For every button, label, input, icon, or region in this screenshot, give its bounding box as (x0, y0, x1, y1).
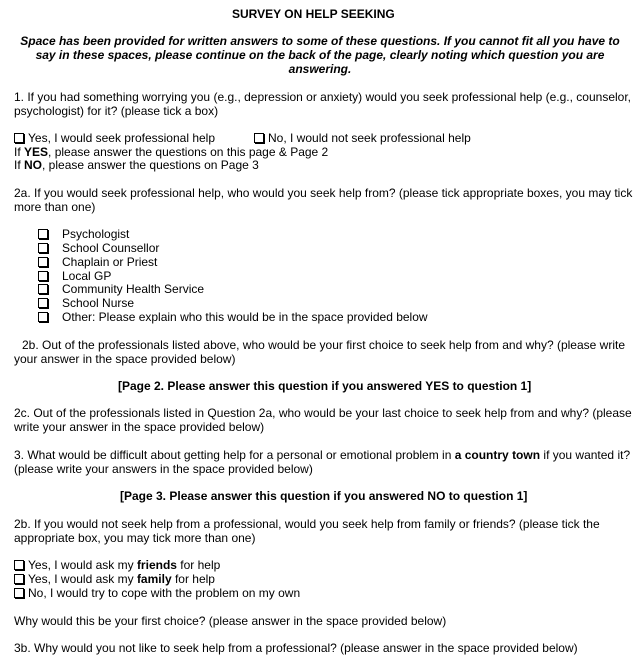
checkbox-icon[interactable] (38, 229, 48, 239)
question-1-text: 1. If you had something worrying you (e.g., depression or anxiety) would you seek professional help (e.g., counselor, psychologist) for it? (please tick a box) (14, 90, 632, 118)
question-2b-text: 2b. Out of the professionals listed above, who would be your first choice to seek help from and why? (please write your answer in the space provided below) (14, 338, 625, 366)
checkbox-icon[interactable] (14, 574, 24, 584)
page-2-header: [Page 2. Please answer this question if you answered YES to question 1] (118, 379, 532, 393)
q1-if-no-instruction: If NO, please answer the questions on Page 3 (14, 158, 259, 172)
q2a-option-psychologist: Psychologist (62, 227, 130, 241)
question-2c-text: 2c. Out of the professionals listed in Question 2a, who would be your last choice to seek help from and why? (please write your answer in the space provided below) (14, 406, 632, 434)
checkbox-icon[interactable] (38, 243, 48, 253)
if-yes-keyword: YES (24, 145, 49, 159)
checkbox-icon[interactable] (38, 312, 48, 322)
q2a-option-local-gp: Local GP (62, 269, 112, 283)
p3-option-family[interactable]: Yes, I would ask my family for help (14, 572, 215, 586)
checkbox-icon[interactable] (38, 284, 48, 294)
page-3-header: [Page 3. Please answer this question if you answered NO to question 1] (120, 489, 528, 503)
q2a-option-community-health: Community Health Service (62, 282, 205, 296)
question-3-text: 3. What would be difficult about getting help for a personal or emotional problem in a country town if you wanted it? (please write your answers in the space provided below) (14, 448, 631, 476)
checkbox-icon[interactable] (14, 588, 24, 598)
q1-if-yes-instruction: If YES, please answer the questions on this page & Page 2 (14, 145, 329, 159)
checkbox-icon[interactable] (38, 271, 48, 281)
intro-instructions: Space has been provided for written answers to some of these questions. If you cannot fit all you have to say in these spaces, please continue on the back of the page, clearly noting which question you are answering. (20, 34, 620, 76)
question-2a-text: 2a. If you would seek professional help, who would you seek help from? (please tick appropriate boxes, you may tick more than one) (14, 186, 633, 214)
question-2b-page3-text: 2b. If you would not seek help from a professional, would you seek help from family or friends? (please tick the appropriate box, you may tick more than one) (14, 517, 600, 545)
if-no-keyword: NO (24, 158, 43, 172)
checkbox-icon[interactable] (14, 560, 24, 570)
q2a-option-other: Other: Please explain who this would be in the space provided below (62, 310, 428, 324)
checkbox-icon[interactable] (38, 298, 48, 308)
q1-option-yes[interactable] (14, 131, 215, 145)
q2a-option-chaplain: Chaplain or Priest (62, 255, 158, 269)
p3-option-cope-alone[interactable]: No, I would try to cope with the problem on my own (14, 586, 300, 600)
checkbox-icon[interactable] (254, 133, 264, 143)
q1-option-yes-label: Yes, I would seek professional help (28, 131, 216, 145)
q1-option-no-label: No, I would not seek professional help (268, 131, 471, 145)
p3-option-friends[interactable]: Yes, I would ask my friends for help (14, 558, 220, 572)
country-town-emphasis: a country town (454, 448, 541, 462)
q2a-option-school-counsellor: School Counsellor (62, 241, 160, 255)
first-choice-question: Why would this be your first choice? (please answer in the space provided below) (14, 614, 447, 628)
page-title: SURVEY ON HELP SEEKING (232, 7, 395, 21)
question-3b-text: 3b. Why would you not like to seek help from a professional? (please answer in the space provided below) (14, 641, 578, 655)
q2a-option-school-nurse: School Nurse (62, 296, 135, 310)
checkbox-icon[interactable] (38, 257, 48, 267)
q1-option-no[interactable] (254, 131, 471, 145)
checkbox-icon[interactable] (14, 133, 24, 143)
